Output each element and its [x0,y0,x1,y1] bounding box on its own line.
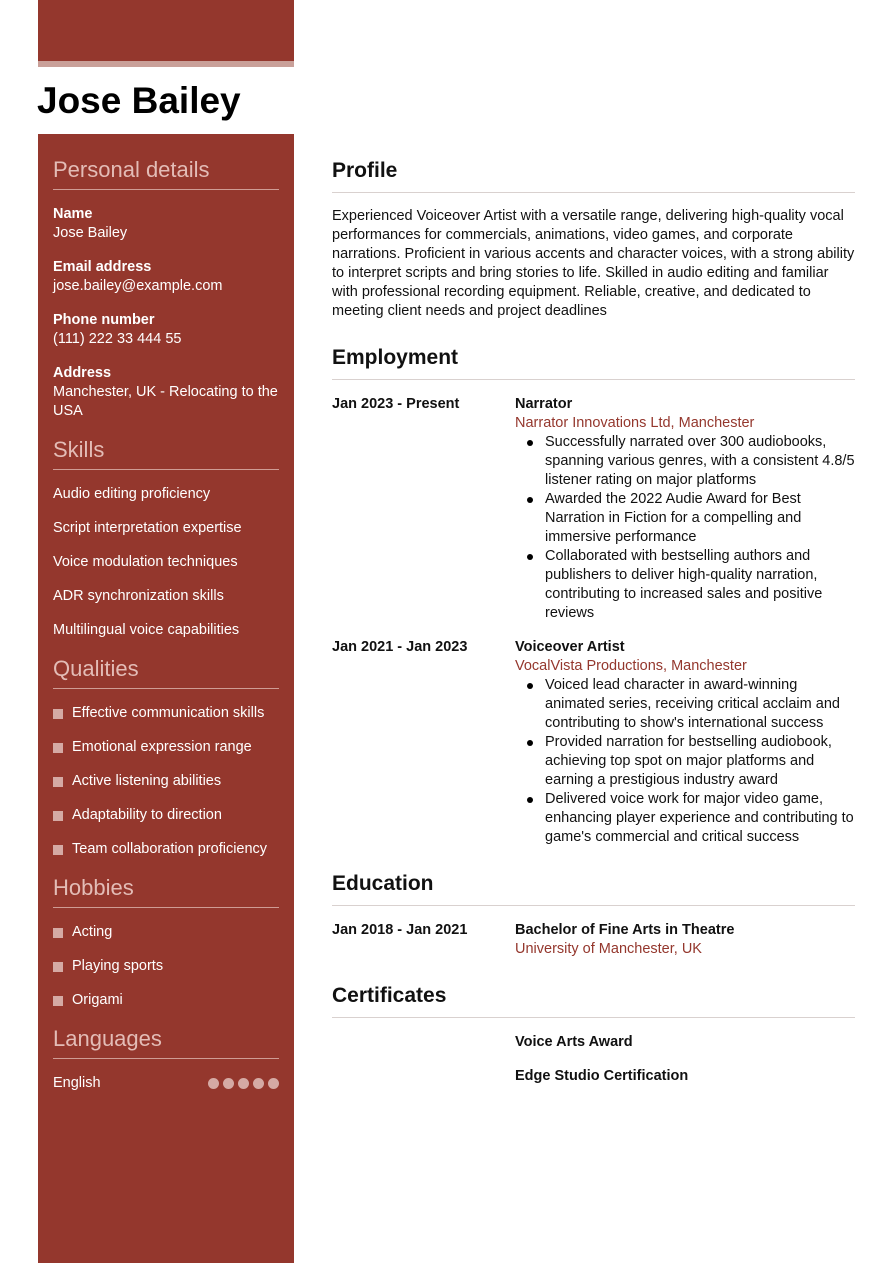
header-color-block [38,0,294,61]
list-item: Collaborated with bestselling authors and publishers to deliver high-quality narration, contributing to increased sales and positive reviews [515,547,855,623]
quality-label: Team collaboration proficiency [72,841,268,857]
detail-label: Email address [53,259,152,275]
quality-item [53,704,279,723]
entry-date: Jan 2018 - Jan 2021 [332,922,468,938]
square-bullet-icon [53,845,63,855]
qualities-list [53,704,279,859]
degree: Bachelor of Fine Arts in Theatre [515,922,735,938]
list-item: Delivered voice work for major video game, enhancing player experience and contributing to game's commercial and critical success [515,790,855,847]
certificate-item: Edge Studio Certification [515,1068,689,1084]
rating-dot-icon [268,1078,279,1089]
profile-text: Experienced Voiceover Artist with a versatile range, delivering high-quality vocal performances for commercials, animations, video games, and corporate narrations. Proficient in various accents and character voices, with a strong ability to interpret scripts and bring stories to life. Skilled in audio editing and familiar with professional recording equipment. Reliable, creative, and dedicated to meeting client needs and project deadlines [332,208,855,319]
skills-list [53,485,279,640]
hobbies-list [53,923,279,1010]
education-heading: Education [332,871,855,906]
entry-details [515,921,855,959]
hobby-label: Playing sports [72,958,164,974]
resume-name: Jose Bailey [37,80,241,121]
rating-dot-icon [223,1078,234,1089]
square-bullet-icon [53,709,63,719]
hobby-item [53,923,279,942]
personal-detail-email [53,258,279,296]
employer: VocalVista Productions, Manchester [515,658,747,674]
skill-item: Audio editing proficiency [53,486,211,502]
detail-value: Jose Bailey [53,225,128,241]
list-item: Provided narration for bestselling audiobook, achieving top spot on major platforms and earning a prestigious industry award [515,733,855,790]
detail-value: jose.bailey@example.com [53,278,223,294]
job-title: Narrator [515,396,573,412]
language-level-rating [204,1078,279,1089]
header-accent-stripe [38,61,294,67]
qualities-heading: Qualities [53,656,279,689]
quality-item [53,772,279,791]
detail-value: (111) 222 33 444 55 [53,331,182,347]
language-name: English [53,1075,101,1091]
rating-dot-icon [238,1078,249,1089]
job-bullets [515,433,855,623]
square-bullet-icon [53,962,63,972]
detail-label: Address [53,365,112,381]
quality-label: Emotional expression range [72,739,252,755]
skill-item: Script interpretation expertise [53,520,242,536]
employment-heading: Employment [332,345,855,380]
employment-entry [332,395,855,623]
hobbies-heading: Hobbies [53,875,279,908]
hobby-label: Origami [72,992,123,1008]
personal-details-heading: Personal details [53,157,279,190]
sidebar [38,134,294,1263]
employment-entry [332,638,855,847]
rating-dot-icon [208,1078,219,1089]
quality-label: Effective communication skills [72,705,265,721]
personal-detail-phone [53,311,279,349]
skill-item: ADR synchronization skills [53,588,224,604]
skill-item: Voice modulation techniques [53,554,238,570]
hobby-item [53,957,279,976]
entry-details [515,395,855,623]
certificate-item: Voice Arts Award [515,1034,633,1050]
detail-value: Manchester, UK - Relocating to the USA [53,384,278,419]
detail-label: Name [53,206,93,222]
personal-details [53,205,279,421]
education-entry [332,921,855,959]
list-item: Successfully narrated over 300 audiobooks, spanning various genres, with a consistent 4.8/5 listener rating on major platforms [515,433,855,490]
entry-date: Jan 2021 - Jan 2023 [332,639,468,655]
quality-item [53,840,279,859]
square-bullet-icon [53,811,63,821]
detail-label: Phone number [53,312,155,328]
entry-date: Jan 2023 - Present [332,396,460,412]
quality-item [53,738,279,757]
square-bullet-icon [53,777,63,787]
school: University of Manchester, UK [515,941,702,957]
quality-label: Adaptability to direction [72,807,222,823]
quality-label: Active listening abilities [72,773,222,789]
personal-detail-address [53,364,279,421]
hobby-label: Acting [72,924,113,940]
entry-details [515,638,855,847]
certificates-heading: Certificates [332,983,855,1018]
square-bullet-icon [53,743,63,753]
square-bullet-icon [53,996,63,1006]
employer: Narrator Innovations Ltd, Manchester [515,415,755,431]
language-item [53,1074,279,1093]
list-item: Voiced lead character in award-winning animated series, receiving critical acclaim and contributing to show's international success [515,676,855,733]
main-content [332,134,855,1086]
quality-item [53,806,279,825]
rating-dot-icon [253,1078,264,1089]
square-bullet-icon [53,928,63,938]
skills-heading: Skills [53,437,279,470]
job-title: Voiceover Artist [515,639,625,655]
list-item: Awarded the 2022 Audie Award for Best Narration in Fiction for a compelling and immersive performance [515,490,855,547]
languages-heading: Languages [53,1026,279,1059]
personal-detail-name [53,205,279,243]
hobby-item [53,991,279,1010]
profile-heading: Profile [332,158,855,193]
skill-item: Multilingual voice capabilities [53,622,240,638]
job-bullets [515,676,855,847]
